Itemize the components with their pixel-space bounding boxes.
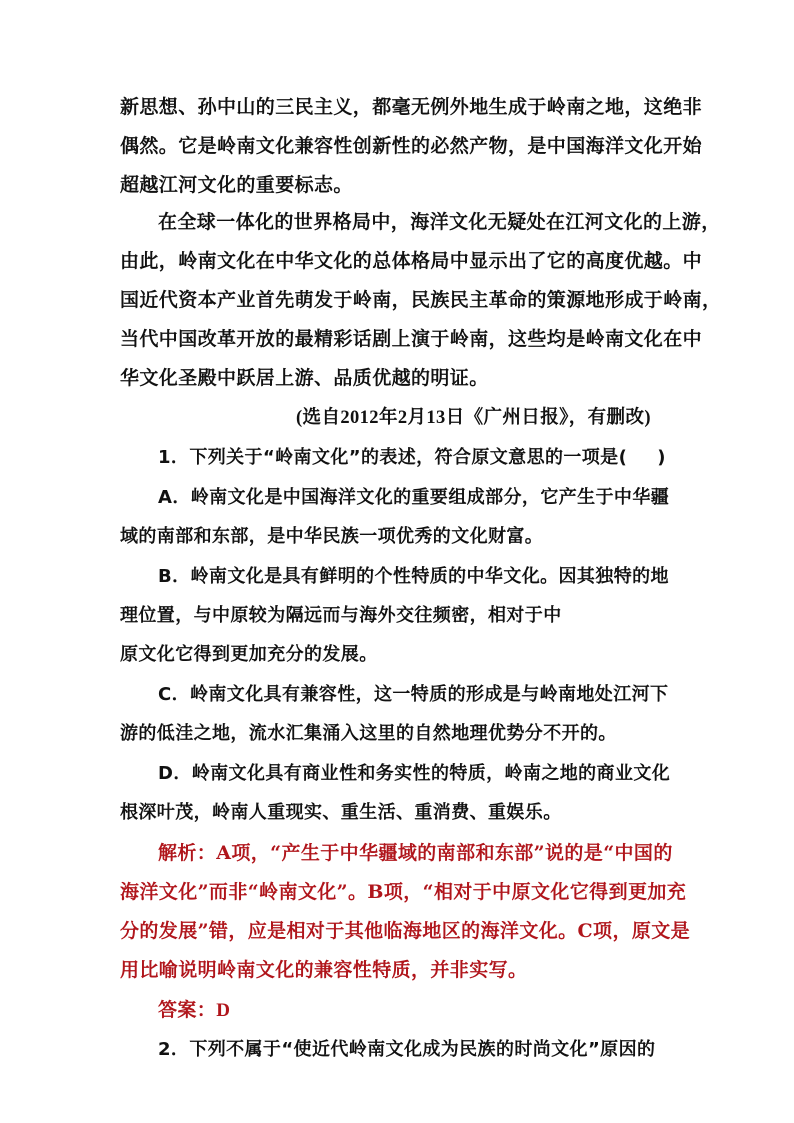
question-1-stem bbox=[158, 446, 666, 470]
analysis-line: 用比喻说明岭南文化的兼容性特质，并非实写。 bbox=[120, 959, 528, 981]
passage-line: 华文化圣殿中跃居上游、品质优越的明证。 bbox=[120, 367, 489, 389]
question-2-stem: 2．下列不属于“使近代岭南文化成为民族的时尚文化”原因的 bbox=[158, 1039, 656, 1060]
option-d-line: D．岭南文化具有商业性和务实性的特质，岭南之地的商业文化 bbox=[158, 763, 671, 784]
passage-line: 新思想、孙中山的三民主义，都毫无例外地生成于岭南之地，这绝非 bbox=[120, 96, 703, 118]
analysis-line: 海洋文化”而非“岭南文化”。B项，“相对于中原文化它得到更加充 bbox=[120, 881, 687, 903]
source-citation: (选自2012年2月13日《广州日报》，有删改) bbox=[296, 408, 651, 428]
option-b-line: 理位置，与中原较为隔远而与海外交往频密，相对于中 bbox=[120, 605, 562, 626]
option-c-line: 游的低洼之地，流水汇集涌入这里的自然地理优势分不开的。 bbox=[120, 723, 617, 744]
passage-line: 当代中国改革开放的最精彩话剧上演于岭南，这些均是岭南文化在中 bbox=[120, 328, 703, 350]
option-a-line: A．岭南文化是中国海洋文化的重要组成部分，它产生于中华疆 bbox=[158, 487, 670, 508]
answer-value: D bbox=[216, 1000, 231, 1021]
analysis-label: 解析： bbox=[158, 842, 217, 864]
option-b-line: 原文化它得到更加充分的发展。 bbox=[120, 644, 378, 665]
passage-line: 在全球一体化的世界格局中，海洋文化无疑处在江河文化的上游， bbox=[158, 211, 721, 233]
passage-line: 国近代资本产业首先萌发于岭南，民族民主革命的策源地形成于岭南， bbox=[120, 289, 722, 311]
answer-label: 答案： bbox=[158, 999, 217, 1021]
option-c-line: C．岭南文化具有兼容性，这一特质的形成是与岭南地处江河下 bbox=[158, 684, 669, 705]
question-1-stem-text: 1．下列关于“岭南文化”的表述，符合原文意思的一项是( bbox=[158, 447, 628, 468]
analysis-line bbox=[158, 841, 673, 865]
passage-line: 偶然。它是岭南文化兼容性创新性的必然产物，是中国海洋文化开始 bbox=[120, 135, 703, 157]
answer-line bbox=[158, 998, 230, 1023]
analysis-line: 分的发展”错，应是相对于其他临海地区的海洋文化。C项，原文是 bbox=[120, 920, 691, 942]
analysis-text: A项，“产生于中华疆域的南部和东部”说的是“中国的 bbox=[216, 842, 673, 864]
option-a-line: 域的南部和东部，是中华民族一项优秀的文化财富。 bbox=[120, 526, 544, 547]
option-d-line: 根深叶茂，岭南人重现实、重生活、重消费、重娱乐。 bbox=[120, 802, 562, 823]
option-b-line: B．岭南文化是具有鲜明的个性特质的中华文化。因其独特的地 bbox=[158, 566, 669, 587]
passage-line: 由此，岭南文化在中华文化的总体格局中显示出了它的高度优越。中 bbox=[120, 250, 703, 272]
passage-line: 超越江河文化的重要标志。 bbox=[120, 174, 353, 196]
question-1-stem-close: ) bbox=[657, 447, 666, 468]
